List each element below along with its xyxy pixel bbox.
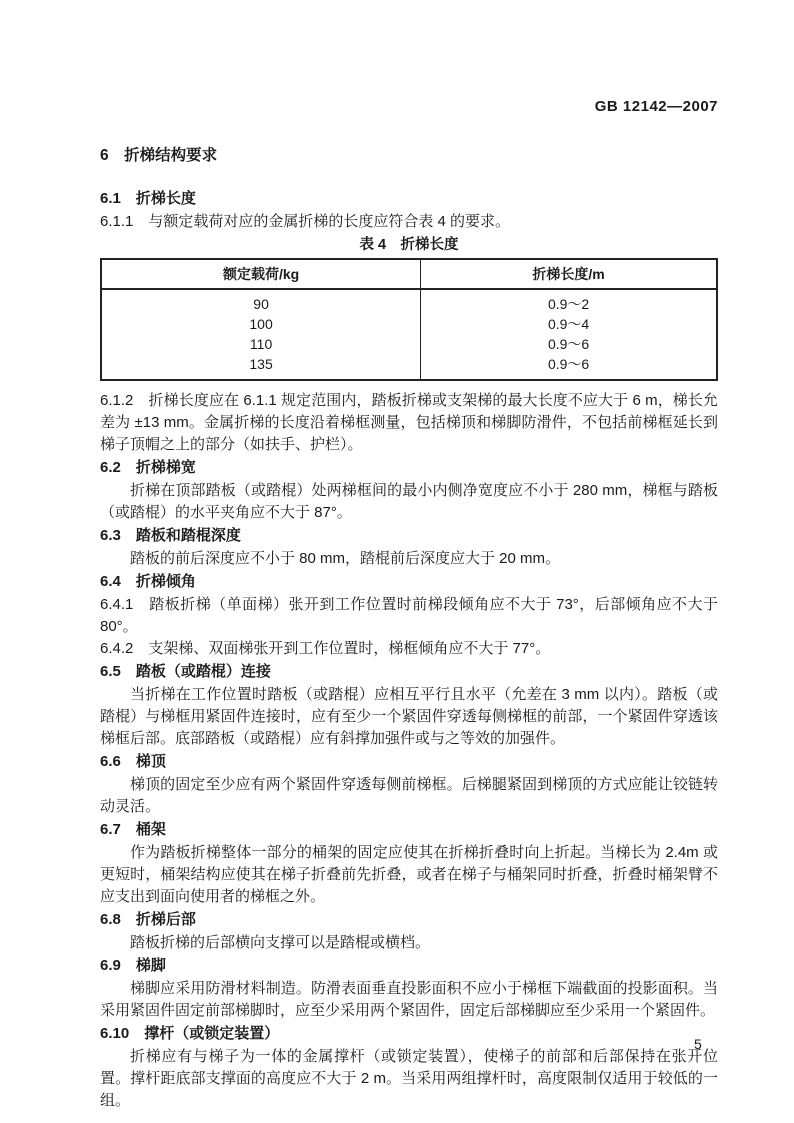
section-heading-6-5: 6.5 踏板（或踏棍）连接 <box>100 663 271 680</box>
clause-6-4-2: 6.4.2 支架梯、双面梯张开到工作位置时，梯框倾角应不大于 77°。 <box>100 640 551 657</box>
document-page <box>100 98 718 1112</box>
table-cell-load: 100 <box>101 314 421 334</box>
paragraph-6-3: 踏板的前后深度应不小于 80 mm，踏棍前后深度应大于 20 mm。 <box>130 550 561 567</box>
table-cell-length: 0.9～6 <box>547 336 590 352</box>
standard-number: GB 12142—2007 <box>594 98 718 115</box>
section-heading-6-3: 6.3 踏板和踏棍深度 <box>100 527 241 544</box>
table-header-row <box>101 259 717 289</box>
page-number: 5 <box>694 1036 702 1052</box>
section-heading-6-4: 6.4 折梯倾角 <box>100 573 196 590</box>
paragraph-6-7: 作为踏板折梯整体一部分的桶架的固定应使其在折梯折叠时向上折起。当梯长为 2.4m 或更短时，桶架结构应使其在梯子折叠前先折叠，或者在梯子与桶架同时折叠，折叠时桶架臂不应支出到面向使用者的梯框之外。 <box>100 844 718 905</box>
clause-6-1-2: 6.1.2 折梯长度应在 6.1.1 规定范围内，踏板折梯或支架梯的最大长度不应大于 6 m，梯长允差为 ±13 mm。金属折梯的长度沿着梯框测量，包括梯顶和梯脚防滑件，不包括前梯框延长到梯子顶帽之上的部分（如扶手、护栏）。 <box>100 392 718 453</box>
table-cell-length: 0.9～6 <box>547 356 590 372</box>
table-header-ladder-length: 折梯长度/m <box>421 259 717 289</box>
table-header-rated-load: 额定载荷/kg <box>101 259 421 289</box>
ladder-length-table <box>100 258 718 381</box>
paragraph-6-2: 折梯在顶部踏板（或踏棍）处两梯框间的最小内侧净宽度应不小于 280 mm，梯框与踏板（或踏棍）的水平夹角应不大于 87°。 <box>100 482 718 521</box>
paragraph-6-5: 当折梯在工作位置时踏板（或踏棍）应相互平行且水平（允差在 3 mm 以内）。踏板（或踏棍）与梯框用紧固件连接时，应有至少一个紧固件穿透每侧梯框的前部，一个紧固件穿透该梯框后部。底部踏板（或踏棍）应有斜撑加强件或与之等效的加强件。 <box>100 686 718 747</box>
paragraph-6-6: 梯顶的固定至少应有两个紧固件穿透每侧前梯框。后梯腿紧固到梯顶的方式应能让铰链转动灵活。 <box>100 776 718 815</box>
table-cell-length: 0.9～4 <box>547 316 590 332</box>
section-heading-6-10: 6.10 撑杆（或锁定装置） <box>100 1025 280 1042</box>
paragraph-6-9: 梯脚应采用防滑材料制造。防滑表面垂直投影面积不应小于梯框下端截面的投影面积。当采用紧固件固定前部梯脚时，应至少采用两个紧固件，固定后部梯脚应至少采用一个紧固件。 <box>100 980 718 1019</box>
section-heading-6-8: 6.8 折梯后部 <box>100 911 196 928</box>
table-row <box>101 354 717 380</box>
clause-6-1-1: 6.1.1 与额定载荷对应的金属折梯的长度应符合表 4 的要求。 <box>100 213 511 230</box>
table-row <box>101 334 717 354</box>
table-row <box>101 289 717 314</box>
section-heading-6-7: 6.7 桶架 <box>100 821 166 838</box>
table-row <box>101 314 717 334</box>
paragraph-6-10: 折梯应有与梯子为一体的金属撑杆（或锁定装置），使梯子的前部和后部保持在张开位置。撑杆距底部支撑面的高度应不大于 2 m。当采用两组撑杆时，高度限制仅适用于较低的一组。 <box>100 1048 718 1109</box>
table-cell-length: 0.9～2 <box>547 296 590 312</box>
table-caption: 表 4 折梯长度 <box>359 237 459 253</box>
clause-6-4-1: 6.4.1 踏板折梯（单面梯）张开到工作位置时前梯段倾角应不大于 73°，后部倾角应不大于 80°。 <box>100 596 718 635</box>
paragraph-6-8: 踏板折梯的后部横向支撑可以是踏棍或横档。 <box>130 934 431 951</box>
section-heading-6-1: 6.1 折梯长度 <box>100 190 196 207</box>
table-cell-load: 110 <box>101 334 421 354</box>
section-heading-6-9: 6.9 梯脚 <box>100 957 166 974</box>
table-cell-load: 135 <box>101 354 421 380</box>
section-heading-6-2: 6.2 折梯梯宽 <box>100 459 196 476</box>
chapter-heading-6: 6 折梯结构要求 <box>100 147 218 164</box>
section-heading-6-6: 6.6 梯顶 <box>100 753 166 770</box>
table-cell-load: 90 <box>101 289 421 314</box>
